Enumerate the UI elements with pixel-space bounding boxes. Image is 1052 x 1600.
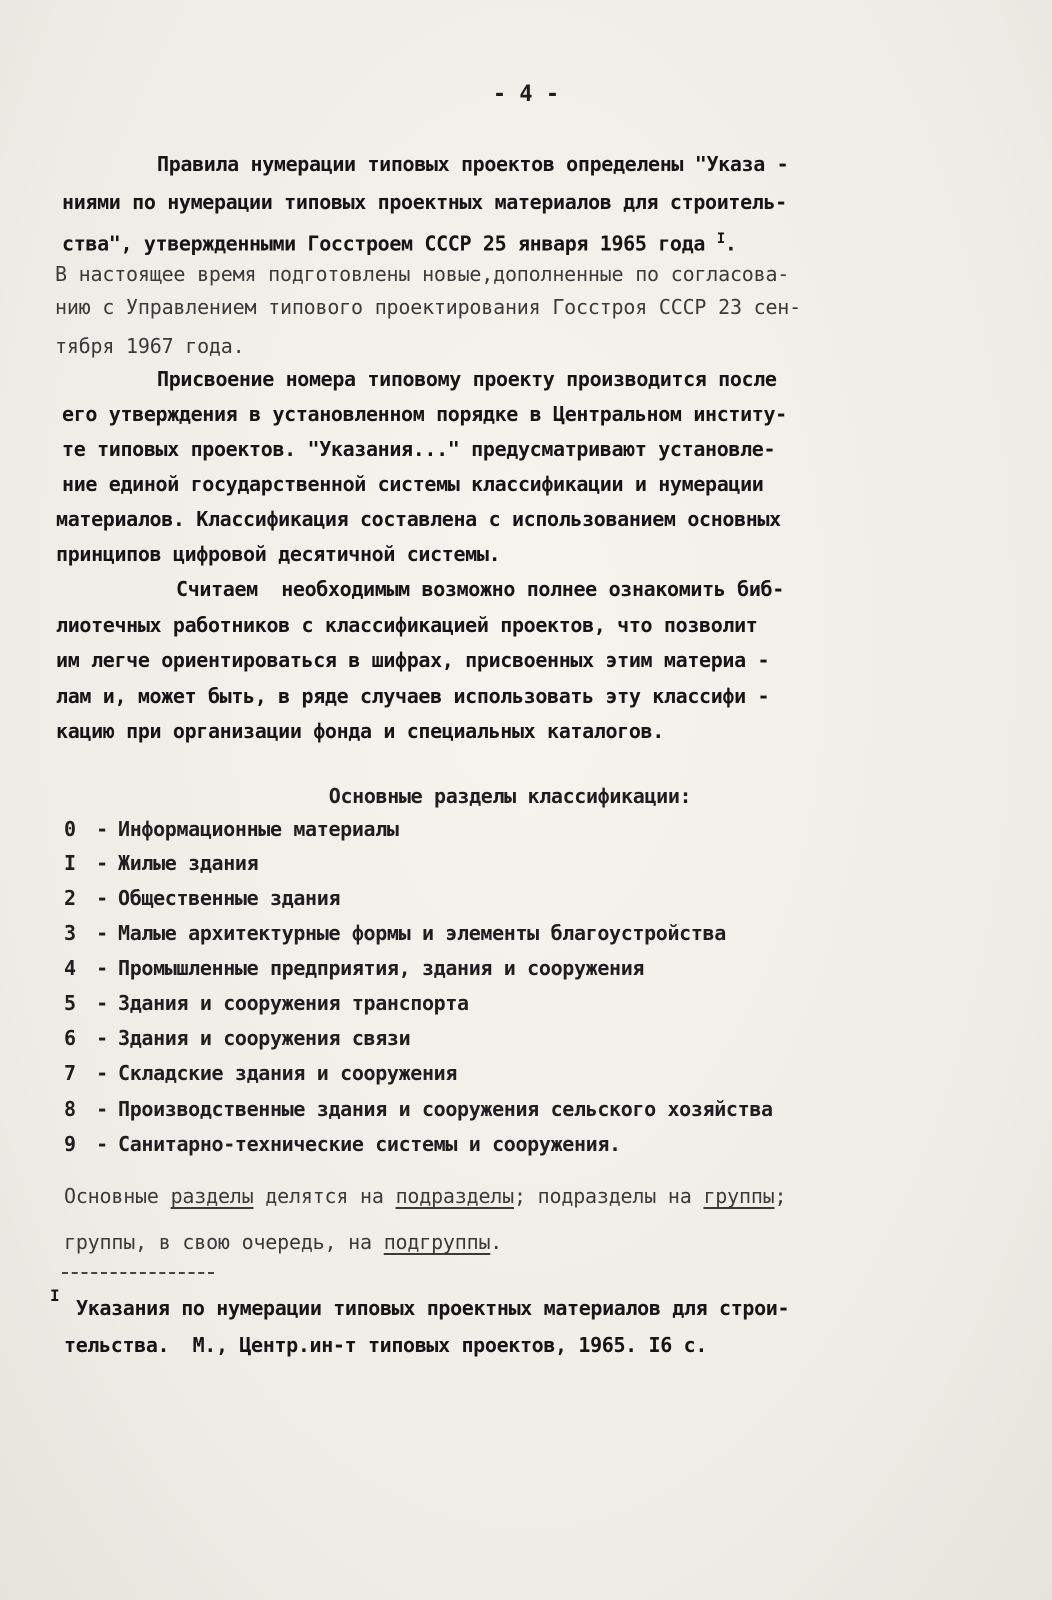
text-line-with-footnote: ства", утвержденными Госстроем СССР 25 января 1965 года $^I$. [62, 231, 737, 256]
item-code: 9 [64, 1132, 76, 1156]
list-item [64, 1097, 773, 1121]
text-line: лиотечных работников с классификацией проектов, что позволит [56, 613, 758, 637]
item-label: Общественные здания [118, 886, 341, 910]
item-code: 2 [64, 886, 76, 910]
item-code: 3 [64, 921, 76, 945]
text-line: Присвоение номера типовому проекту производится после [157, 367, 777, 391]
item-dash: - [96, 991, 108, 1015]
text-line: им легче ориентироваться в шифрах, присвоенных этим материа - [56, 648, 770, 672]
item-code: 6 [64, 1026, 76, 1050]
list-item [64, 1132, 621, 1156]
footnote-mark: I [50, 1286, 60, 1305]
list-item [64, 956, 644, 980]
text-line: принципов цифровой десятичной системы. [56, 542, 501, 566]
item-dash: - [96, 1132, 108, 1156]
list-item [64, 991, 469, 1015]
item-dash: - [96, 1026, 108, 1050]
underlined-term: группы [703, 1184, 775, 1208]
item-label: Информационные материалы [118, 817, 399, 841]
item-code: 5 [64, 991, 76, 1015]
page-number: - 4 - [492, 82, 560, 107]
item-code: I [64, 851, 76, 875]
item-code: 7 [64, 1061, 76, 1085]
text-line: В настоящее время подготовлены новые,дополненные по согласова- [55, 262, 790, 286]
text-line: тября 1967 года. [55, 334, 245, 358]
item-code: 4 [64, 956, 76, 980]
item-label: Здания и сооружения связи [118, 1026, 411, 1050]
list-item [64, 817, 399, 841]
item-code: 0 [64, 817, 76, 841]
item-label: Малые архитектурные формы и элементы благоустройства [118, 921, 726, 945]
item-dash: - [96, 921, 108, 945]
text-line: ние единой государственной системы классификации и нумерации [62, 472, 764, 496]
list-item [64, 1061, 457, 1085]
text-line: лам и, может быть, в ряде случаев использовать эту классифи - [56, 684, 770, 708]
underlined-term: разделы [170, 1184, 254, 1208]
text-line: Основные разделы делятся на подразделы; подразделы на группы; [64, 1184, 787, 1208]
item-dash: - [96, 817, 108, 841]
text-line: нию с Управлением типового проектирования Госстроя СССР 23 сен- [55, 295, 801, 319]
underlined-term: подгруппы [383, 1230, 491, 1254]
item-dash: - [96, 851, 108, 875]
item-dash: - [96, 1061, 108, 1085]
item-dash: - [96, 886, 108, 910]
list-item [64, 886, 340, 910]
item-label: Жилые здания [118, 851, 259, 875]
underlined-term: подразделы [395, 1184, 514, 1208]
list-item [64, 851, 258, 875]
item-label: Санитарно-технические системы и сооружения. [118, 1132, 621, 1156]
text-line: те типовых проектов. "Указания..." предусматривают установле- [62, 437, 776, 461]
text-line: Считаем необходимым возможно полнее ознакомить биб- [176, 577, 784, 601]
text-line: Указания по нумерации типовых проектных материалов для строи- [76, 1296, 790, 1320]
item-dash: - [96, 956, 108, 980]
text-line: группы, в свою очередь, на подгруппы. [64, 1230, 503, 1254]
text-line: ниями по нумерации типовых проектных материалов для строитель- [62, 190, 787, 214]
item-label: Складские здания и сооружения [118, 1061, 458, 1085]
text-line: кацию при организации фонда и специальных каталогов. [56, 719, 664, 743]
list-item [64, 1026, 410, 1050]
text-line: его утверждения в установленном порядке в Центральном институ- [62, 402, 787, 426]
item-dash: - [96, 1097, 108, 1121]
text-line: тельства. М., Центр.ин-т типовых проектов, 1965. I6 с. [64, 1333, 708, 1357]
text-line: Правила нумерации типовых проектов определены "Указа - [157, 152, 789, 176]
item-label: Производственные здания и сооружения сельского хозяйства [118, 1097, 773, 1121]
item-code: 8 [64, 1097, 76, 1121]
footnote-separator [62, 1272, 214, 1274]
list-item [64, 921, 726, 945]
classification-heading: Основные разделы классификации: [328, 784, 692, 808]
item-label: Здания и сооружения транспорта [118, 991, 469, 1015]
text-line: материалов. Классификация составлена с использованием основных [56, 507, 781, 531]
item-label: Промышленные предприятия, здания и сооружения [118, 956, 645, 980]
footnote-reference: I [716, 231, 725, 247]
text-line: ства", утвержденными Госстроем СССР 25 января 1965 года [62, 231, 706, 256]
